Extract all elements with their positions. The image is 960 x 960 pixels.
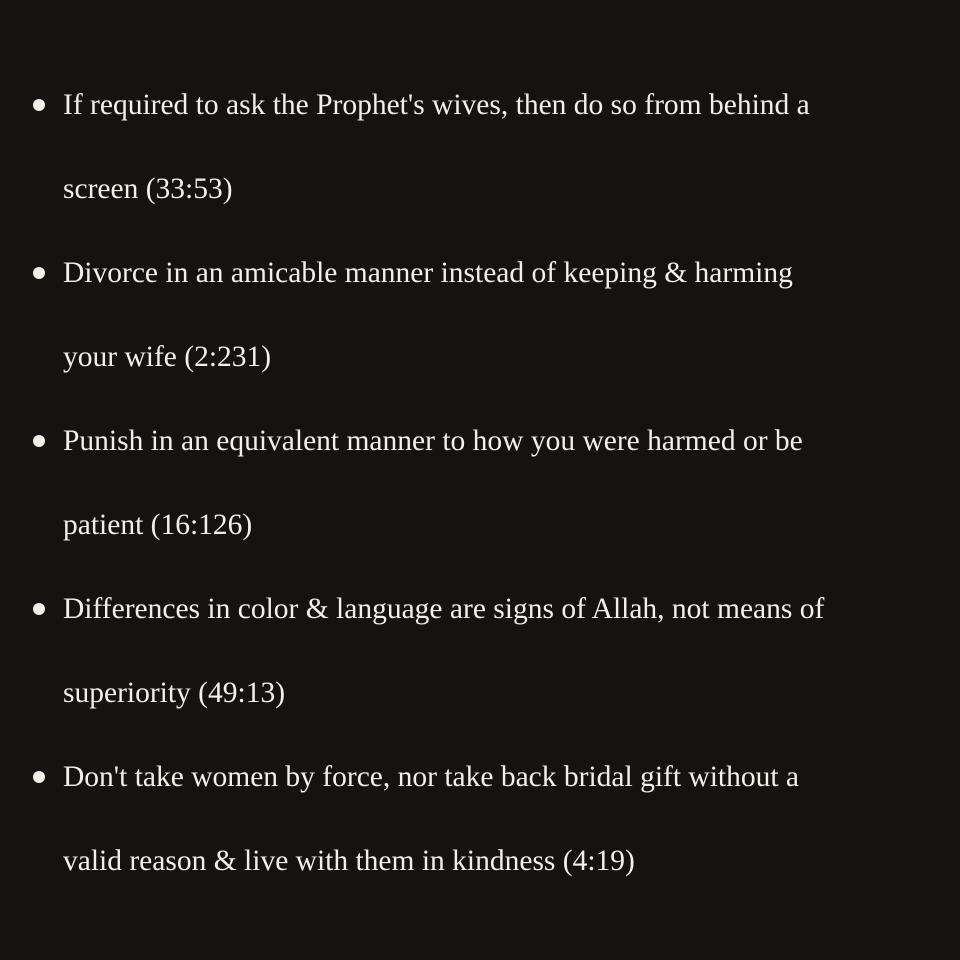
item-text-line: Punish in an equivalent manner to how you were harmed or be xyxy=(63,425,803,457)
list-item xyxy=(0,567,960,735)
item-text-line: screen (33:53) xyxy=(63,173,233,205)
item-text-line: patient (16:126) xyxy=(63,509,253,541)
item-text-line: Don't take women by force, nor take back bridal gift without a xyxy=(63,761,800,793)
bullet-list xyxy=(0,63,960,903)
list-item xyxy=(0,63,960,231)
item-text-line: valid reason & live with them in kindness (4:19) xyxy=(63,845,635,877)
bullet-icon xyxy=(33,435,45,447)
bullet-icon xyxy=(33,603,45,615)
item-text-line: Divorce in an amicable manner instead of keeping & harming xyxy=(63,257,793,289)
list-item xyxy=(0,231,960,399)
bullet-icon xyxy=(33,771,45,783)
list-item xyxy=(0,735,960,903)
list-item xyxy=(0,399,960,567)
item-text-line: your wife (2:231) xyxy=(63,341,272,373)
bullet-icon xyxy=(33,267,45,279)
item-text-line: If required to ask the Prophet's wives, then do so from behind a xyxy=(63,89,810,121)
item-text-line: Differences in color & language are signs of Allah, not means of xyxy=(63,593,825,625)
bullet-icon xyxy=(33,99,45,111)
item-text-line: superiority (49:13) xyxy=(63,677,286,709)
